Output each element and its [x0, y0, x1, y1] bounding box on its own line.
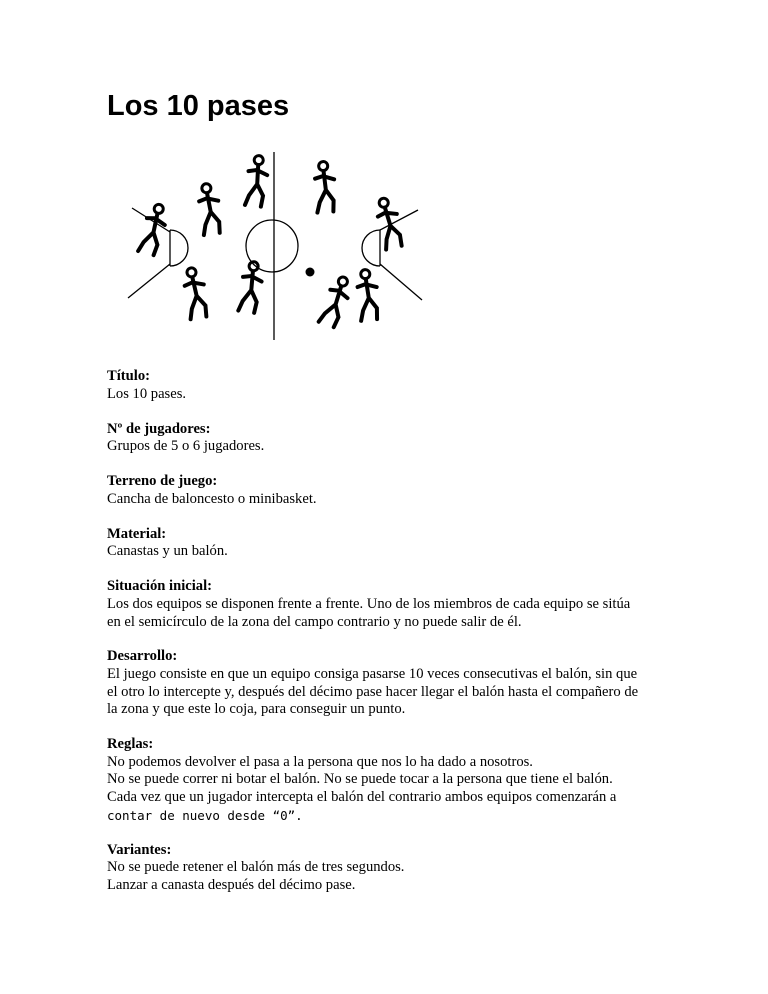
section-jugadores [107, 421, 667, 456]
section-text: Cancha de baloncesto o minibasket. [107, 490, 317, 507]
section-text: Los dos equipos se disponen frente a frente. Uno de los miembros de cada equipo se sitúa [107, 595, 631, 612]
section-label: Situación inicial: [107, 578, 213, 595]
basketball-court-players-icon [122, 150, 434, 342]
section-reglas [107, 736, 667, 824]
section-desarrollo [107, 648, 667, 718]
section-label: Reglas: [107, 736, 154, 753]
section-text: Cada vez que un jugador intercepta el balón del contrario ambos equipos comenzarán a [107, 789, 617, 806]
section-text: Lanzar a canasta después del décimo pase. [107, 876, 356, 893]
section-label: Terreno de juego: [107, 473, 218, 490]
section-text: la zona y que este lo coja, para conseguir un punto. [107, 701, 406, 718]
section-label: Material: [107, 525, 167, 542]
section-text: No se puede correr ni botar el balón. No se puede tocar a la persona que tiene el balón. [107, 771, 613, 788]
section-situacion-inicial [107, 578, 667, 631]
section-label: Título: [107, 368, 150, 384]
section-label: Nº de jugadores: [107, 420, 211, 437]
page-title: Los 10 pases [107, 90, 290, 122]
section-text: contar de nuevo desde “0”. [107, 807, 303, 823]
section-label: Variantes: [107, 841, 172, 858]
section-material [107, 526, 667, 561]
section-terreno [107, 473, 667, 508]
section-text: Los 10 pases. [107, 385, 187, 402]
section-text: No se puede retener el balón más de tres segundos. [107, 859, 405, 876]
document-body [107, 368, 667, 912]
section-text: No podemos devolver el pasa a la persona que nos lo ha dado a nosotros. [107, 753, 533, 770]
section-text: Grupos de 5 o 6 jugadores. [107, 438, 265, 455]
section-text: el otro lo intercepte y, después del décimo pase hacer llegar el balón hasta el compañero de [107, 683, 639, 700]
section-text: en el semicírculo de la zona del campo contrario y no puede salir de él. [107, 613, 522, 630]
section-text: Canastas y un balón. [107, 543, 228, 560]
section-text: El juego consiste en que un equipo consiga pasarse 10 veces consecutivas el balón, sin que [107, 666, 638, 683]
section-variantes [107, 842, 667, 895]
section-titulo [107, 368, 667, 403]
section-label: Desarrollo: [107, 648, 178, 665]
